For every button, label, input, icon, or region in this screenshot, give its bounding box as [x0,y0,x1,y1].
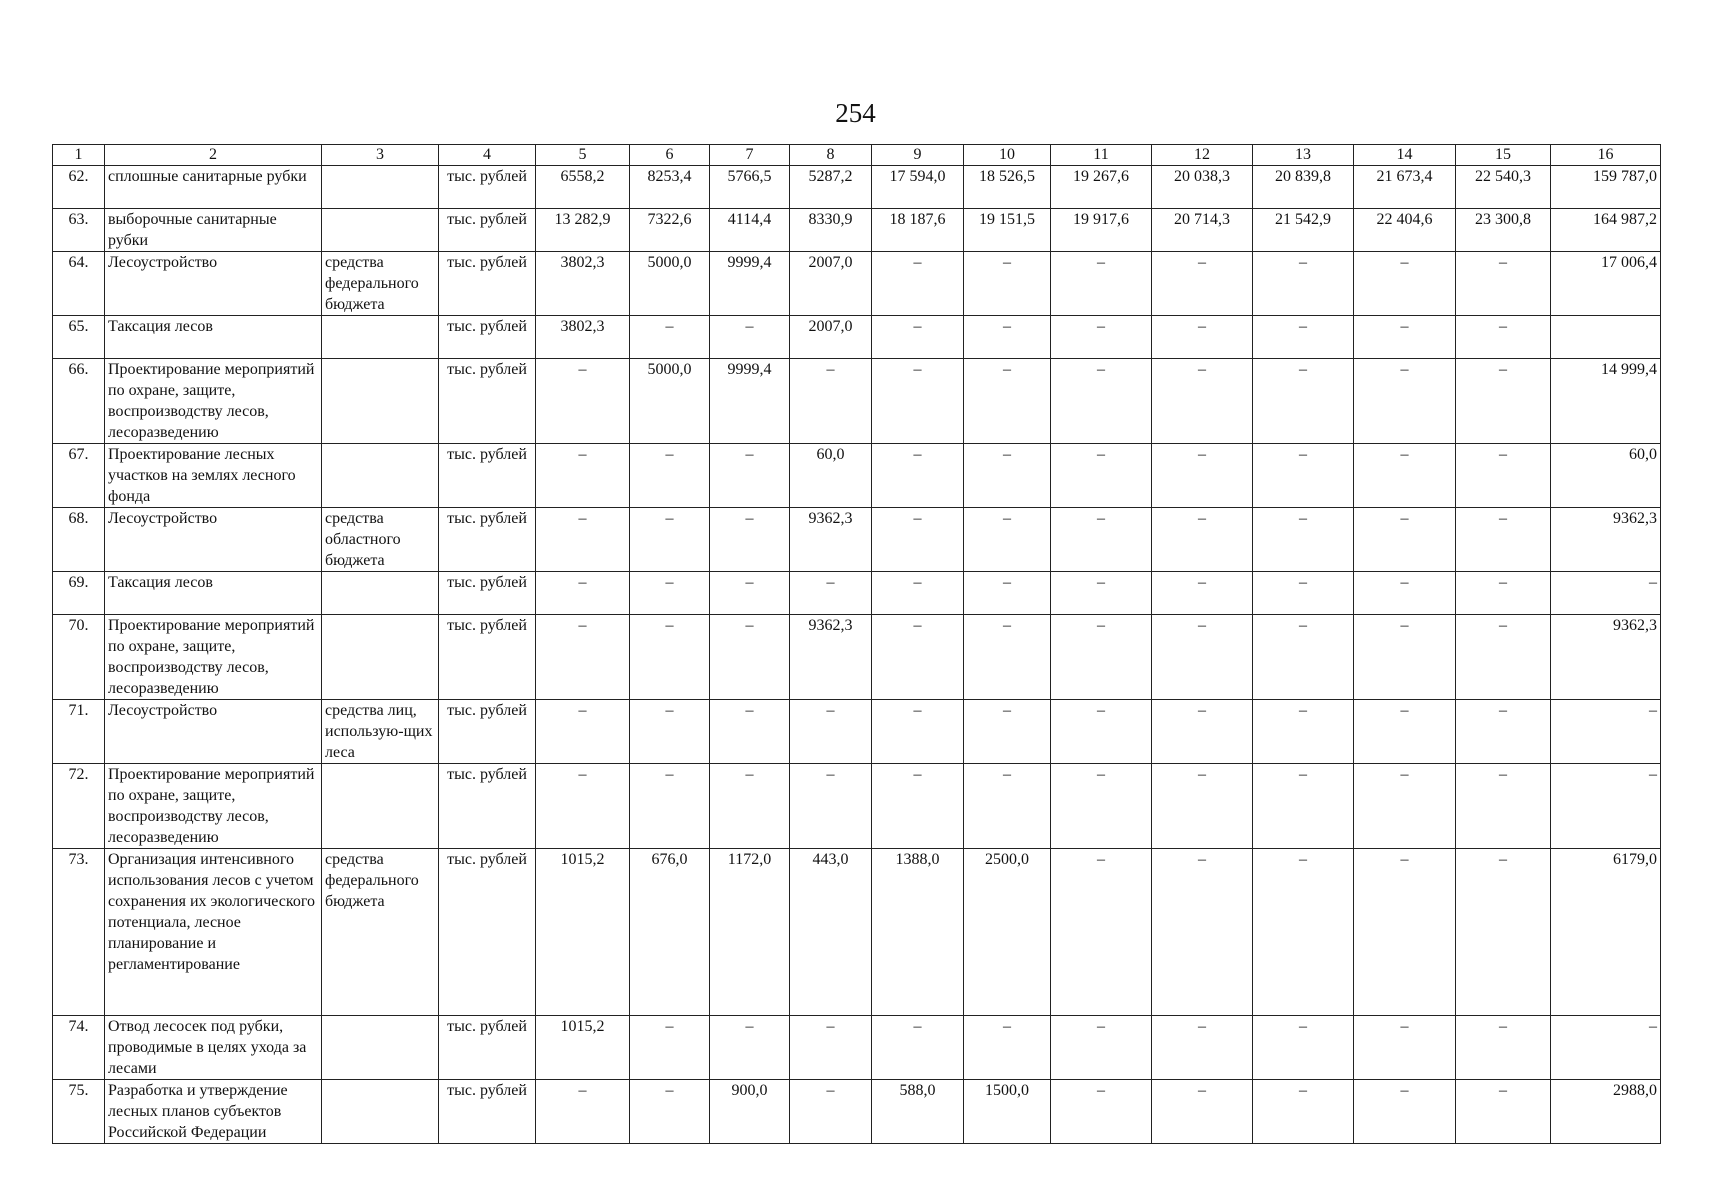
row-number-cell: 71. [53,700,105,764]
value-cell: – [1152,615,1253,700]
value-cell: 20 714,3 [1152,209,1253,252]
value-cell: – [1354,252,1456,316]
value-cell: 8253,4 [630,166,710,209]
value-cell: 17 594,0 [872,166,964,209]
value-cell: – [536,615,630,700]
value-cell: 20 038,3 [1152,166,1253,209]
value-cell: – [1456,444,1551,508]
value-cell: 5000,0 [630,359,710,444]
value-cell: 21 542,9 [1253,209,1354,252]
total-cell: 2988,0 [1551,1080,1661,1144]
value-cell: – [872,359,964,444]
unit-cell: тыс. рублей [439,1080,536,1144]
value-cell: – [1354,849,1456,1016]
value-cell: – [536,700,630,764]
value-cell: – [630,615,710,700]
table-row [53,316,1661,359]
column-header: 15 [1456,145,1551,166]
unit-cell: тыс. рублей [439,166,536,209]
total-cell: 17 006,4 [1551,252,1661,316]
value-cell: 443,0 [790,849,872,1016]
unit-cell: тыс. рублей [439,444,536,508]
value-cell: – [1051,615,1152,700]
value-cell: 2500,0 [964,849,1051,1016]
value-cell: – [1456,508,1551,572]
activity-name-cell: Организация интенсивного использования лесов с учетом сохранения их экологического потенциала, лесное планирование и регламентирование [105,849,322,1016]
value-cell: – [630,764,710,849]
value-cell: – [710,700,790,764]
value-cell: – [1051,359,1152,444]
column-header: 2 [105,145,322,166]
value-cell: 676,0 [630,849,710,1016]
value-cell: 8330,9 [790,209,872,252]
activity-name-cell: Проектирование мероприятий по охране, защите, воспроизводству лесов, лесоразведению [105,764,322,849]
table-row [53,508,1661,572]
activity-name-cell: Проектирование мероприятий по охране, защите, воспроизводству лесов, лесоразведению [105,615,322,700]
value-cell: – [1253,359,1354,444]
value-cell: – [1051,849,1152,1016]
value-cell: – [1152,444,1253,508]
value-cell: – [710,444,790,508]
activity-name-cell: Проектирование мероприятий по охране, защите, воспроизводству лесов, лесоразведению [105,359,322,444]
value-cell: – [964,359,1051,444]
value-cell: – [1354,359,1456,444]
value-cell: – [1354,1016,1456,1080]
activity-name-cell: Лесоустройство [105,700,322,764]
value-cell: – [790,572,872,615]
unit-cell: тыс. рублей [439,1016,536,1080]
row-number-cell: 64. [53,252,105,316]
total-cell: 6179,0 [1551,849,1661,1016]
column-header: 3 [322,145,439,166]
value-cell: 19 151,5 [964,209,1051,252]
column-header: 16 [1551,145,1661,166]
value-cell: 13 282,9 [536,209,630,252]
value-cell: – [964,615,1051,700]
value-cell: – [1152,508,1253,572]
row-number-cell: 70. [53,615,105,700]
value-cell: – [630,1080,710,1144]
value-cell: 4114,4 [710,209,790,252]
row-number-cell: 69. [53,572,105,615]
value-cell: 2007,0 [790,252,872,316]
value-cell: – [630,1016,710,1080]
value-cell: – [1051,1016,1152,1080]
value-cell: – [1051,700,1152,764]
value-cell: – [872,764,964,849]
value-cell: – [536,572,630,615]
value-cell: – [1051,444,1152,508]
value-cell: 9362,3 [790,508,872,572]
activity-name-cell: Лесоустройство [105,508,322,572]
value-cell: 5000,0 [630,252,710,316]
value-cell: – [1456,764,1551,849]
value-cell: – [1456,700,1551,764]
value-cell: – [710,572,790,615]
value-cell: – [790,700,872,764]
value-cell: – [1456,849,1551,1016]
funding-source-cell [322,572,439,615]
funding-source-cell [322,1016,439,1080]
value-cell: – [872,508,964,572]
activity-name-cell: сплошные санитарные рубки [105,166,322,209]
activity-name-cell: Лесоустройство [105,252,322,316]
activity-name-cell: Проектирование лесных участков на землях лесного фонда [105,444,322,508]
value-cell: – [1354,572,1456,615]
value-cell: – [1354,508,1456,572]
value-cell: – [1051,508,1152,572]
value-cell: – [1051,316,1152,359]
table-row [53,359,1661,444]
row-number-cell: 66. [53,359,105,444]
value-cell: 5287,2 [790,166,872,209]
value-cell: – [710,508,790,572]
value-cell: – [1456,359,1551,444]
value-cell: – [964,572,1051,615]
unit-cell: тыс. рублей [439,209,536,252]
value-cell: – [1152,252,1253,316]
value-cell: – [536,444,630,508]
total-cell: 9362,3 [1551,508,1661,572]
table-body [53,166,1661,1144]
row-number-cell: 73. [53,849,105,1016]
total-cell: – [1551,700,1661,764]
unit-cell: тыс. рублей [439,615,536,700]
total-cell: 159 787,0 [1551,166,1661,209]
activity-name-cell: Таксация лесов [105,572,322,615]
row-number-cell: 65. [53,316,105,359]
column-header: 5 [536,145,630,166]
column-header: 1 [53,145,105,166]
value-cell: – [1051,572,1152,615]
total-cell: 60,0 [1551,444,1661,508]
column-header: 7 [710,145,790,166]
total-cell: 9362,3 [1551,615,1661,700]
value-cell: 9999,4 [710,252,790,316]
value-cell: 1388,0 [872,849,964,1016]
activity-name-cell: Отвод лесосек под рубки, проводимые в целях ухода за лесами [105,1016,322,1080]
value-cell: – [872,444,964,508]
value-cell: 1172,0 [710,849,790,1016]
unit-cell: тыс. рублей [439,316,536,359]
table-row [53,849,1661,1016]
row-number-cell: 74. [53,1016,105,1080]
total-cell: – [1551,572,1661,615]
value-cell: – [1152,700,1253,764]
funding-source-cell [322,764,439,849]
header-row [53,145,1661,166]
value-cell: 1015,2 [536,1016,630,1080]
table-row [53,1016,1661,1080]
table-row [53,615,1661,700]
value-cell: – [1253,252,1354,316]
column-header: 4 [439,145,536,166]
value-cell: – [1253,572,1354,615]
row-number-cell: 68. [53,508,105,572]
value-cell: 9362,3 [790,615,872,700]
column-header: 6 [630,145,710,166]
activity-name-cell: Таксация лесов [105,316,322,359]
funding-source-cell [322,316,439,359]
value-cell: – [1152,849,1253,1016]
funding-source-cell [322,1080,439,1144]
value-cell: – [536,764,630,849]
column-header: 9 [872,145,964,166]
value-cell: 1015,2 [536,849,630,1016]
value-cell: – [790,1016,872,1080]
value-cell: – [630,508,710,572]
value-cell: 20 839,8 [1253,166,1354,209]
value-cell: 3802,3 [536,252,630,316]
value-cell: – [1456,316,1551,359]
table-row [53,572,1661,615]
value-cell: – [964,764,1051,849]
column-header: 13 [1253,145,1354,166]
value-cell: 588,0 [872,1080,964,1144]
value-cell: – [1354,764,1456,849]
value-cell: – [1253,700,1354,764]
value-cell: – [1456,615,1551,700]
value-cell: – [964,700,1051,764]
value-cell: – [1354,615,1456,700]
value-cell: – [710,615,790,700]
value-cell: – [1354,316,1456,359]
value-cell: 2007,0 [790,316,872,359]
value-cell: – [536,508,630,572]
value-cell: – [1152,316,1253,359]
total-cell: 164 987,2 [1551,209,1661,252]
total-cell: – [1551,1016,1661,1080]
value-cell: 60,0 [790,444,872,508]
value-cell: 9999,4 [710,359,790,444]
table-row [53,764,1661,849]
value-cell: – [1354,1080,1456,1144]
value-cell: – [1354,700,1456,764]
value-cell: 5766,5 [710,166,790,209]
value-cell: – [1456,252,1551,316]
value-cell: – [1253,1080,1354,1144]
value-cell: – [630,316,710,359]
value-cell: – [790,359,872,444]
value-cell: 3802,3 [536,316,630,359]
funding-source-cell [322,166,439,209]
value-cell: 22 404,6 [1354,209,1456,252]
value-cell: 900,0 [710,1080,790,1144]
unit-cell: тыс. рублей [439,849,536,1016]
value-cell: – [1051,1080,1152,1144]
value-cell: – [872,700,964,764]
value-cell: – [872,1016,964,1080]
column-header: 12 [1152,145,1253,166]
activity-name-cell: выборочные санитарные рубки [105,209,322,252]
unit-cell: тыс. рублей [439,508,536,572]
value-cell: – [1354,444,1456,508]
value-cell: 19 917,6 [1051,209,1152,252]
value-cell: – [1253,444,1354,508]
table-row [53,700,1661,764]
value-cell: – [1253,849,1354,1016]
row-number-cell: 72. [53,764,105,849]
value-cell: – [964,444,1051,508]
value-cell: – [964,316,1051,359]
value-cell: – [536,1080,630,1144]
value-cell: 19 267,6 [1051,166,1152,209]
table-row [53,209,1661,252]
value-cell: – [1253,508,1354,572]
activity-name-cell: Разработка и утверждение лесных планов субъектов Российской Федерации [105,1080,322,1144]
table-row [53,444,1661,508]
value-cell: 6558,2 [536,166,630,209]
funding-source-cell: средства федерального бюджета [322,849,439,1016]
value-cell: – [1152,359,1253,444]
unit-cell: тыс. рублей [439,764,536,849]
total-cell: – [1551,764,1661,849]
row-number-cell: 67. [53,444,105,508]
column-header: 10 [964,145,1051,166]
value-cell: – [710,1016,790,1080]
value-cell: – [790,1080,872,1144]
column-header: 11 [1051,145,1152,166]
value-cell: – [710,316,790,359]
value-cell: – [872,316,964,359]
value-cell: – [872,572,964,615]
value-cell: – [1152,764,1253,849]
funding-source-cell: средства областного бюджета [322,508,439,572]
value-cell: – [964,508,1051,572]
funding-source-cell [322,444,439,508]
value-cell: – [1253,1016,1354,1080]
total-cell: 14 999,4 [1551,359,1661,444]
unit-cell: тыс. рублей [439,700,536,764]
value-cell: – [710,764,790,849]
funding-source-cell: средства федерального бюджета [322,252,439,316]
value-cell: – [872,615,964,700]
value-cell: 18 526,5 [964,166,1051,209]
value-cell: – [1152,1016,1253,1080]
value-cell: – [1152,1080,1253,1144]
unit-cell: тыс. рублей [439,572,536,615]
value-cell: – [964,252,1051,316]
unit-cell: тыс. рублей [439,359,536,444]
row-number-cell: 63. [53,209,105,252]
table-row [53,1080,1661,1144]
row-number-cell: 75. [53,1080,105,1144]
value-cell: – [790,764,872,849]
value-cell: 21 673,4 [1354,166,1456,209]
value-cell: – [1456,1080,1551,1144]
page-number: 254 [835,98,876,128]
value-cell: – [630,700,710,764]
table-row [53,166,1661,209]
forestry-funding-table [52,144,1661,1144]
column-header: 14 [1354,145,1456,166]
funding-source-cell [322,615,439,700]
value-cell: – [1253,764,1354,849]
value-cell: – [630,572,710,615]
column-header: 8 [790,145,872,166]
value-cell: 18 187,6 [872,209,964,252]
value-cell: 7322,6 [630,209,710,252]
funding-source-cell: средства лиц, использую-щих леса [322,700,439,764]
value-cell: – [872,252,964,316]
value-cell: 22 540,3 [1456,166,1551,209]
value-cell: – [630,444,710,508]
value-cell: – [1253,615,1354,700]
funding-source-cell [322,209,439,252]
table-row [53,252,1661,316]
row-number-cell: 62. [53,166,105,209]
value-cell: – [964,1016,1051,1080]
value-cell: 1500,0 [964,1080,1051,1144]
value-cell: – [1051,252,1152,316]
value-cell: – [1253,316,1354,359]
value-cell: – [1152,572,1253,615]
total-cell [1551,316,1661,359]
funding-source-cell [322,359,439,444]
unit-cell: тыс. рублей [439,252,536,316]
value-cell: – [1456,1016,1551,1080]
value-cell: – [1051,764,1152,849]
value-cell: – [1456,572,1551,615]
value-cell: – [536,359,630,444]
value-cell: 23 300,8 [1456,209,1551,252]
